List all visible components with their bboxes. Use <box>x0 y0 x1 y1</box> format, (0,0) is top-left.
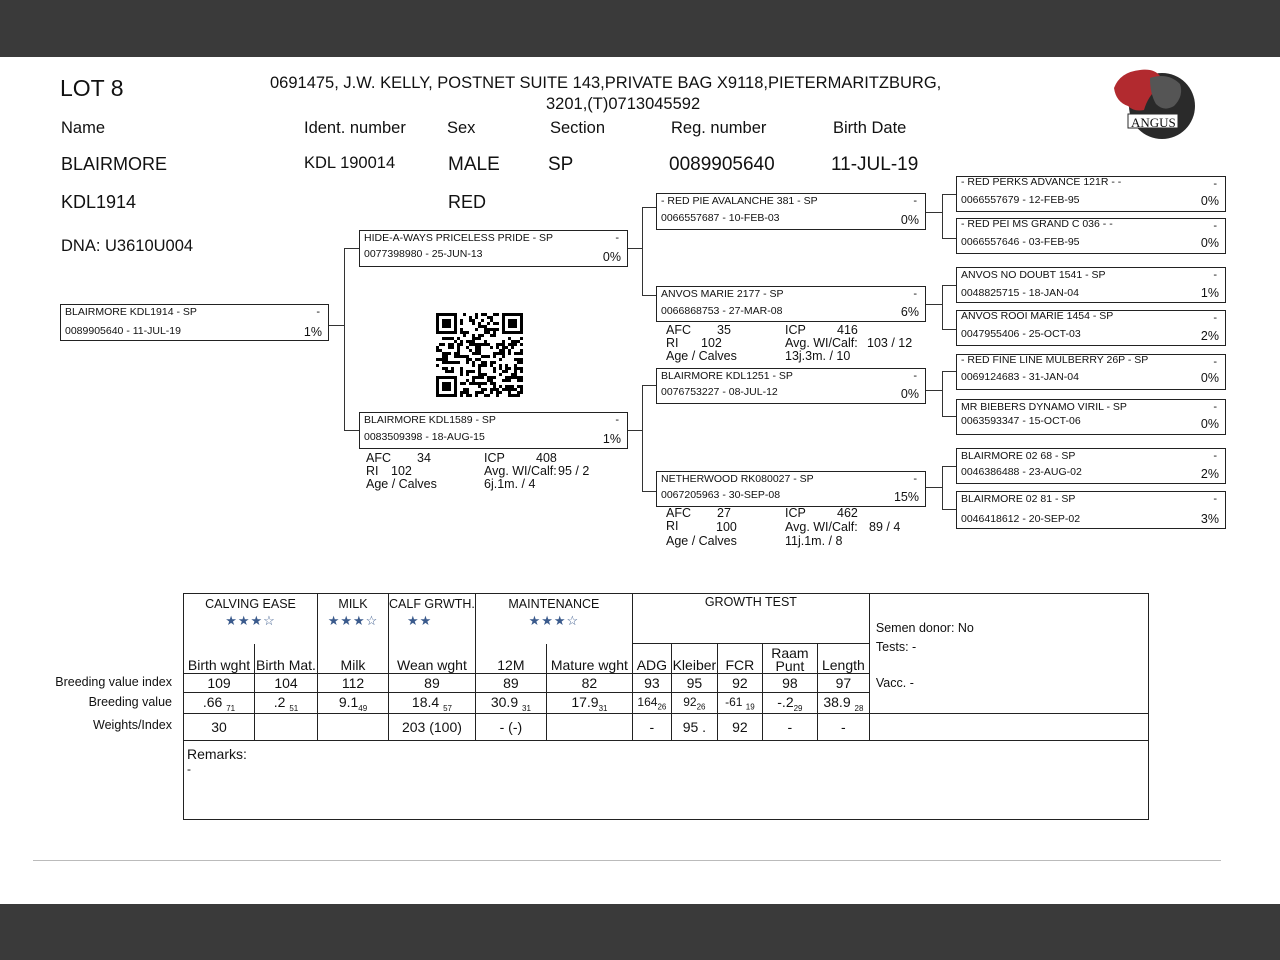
remarks-text: - <box>187 762 191 776</box>
pedigree-name: ANVOS ROOI MARIE 1454 - SP <box>961 310 1114 322</box>
bv-accuracy: 31 <box>598 703 608 713</box>
group-growth-test <box>632 594 869 644</box>
index-cell: 89 <box>389 674 476 693</box>
bv-value: 164 <box>637 694 658 709</box>
pedigree-ggp-1 <box>956 176 1226 212</box>
row-label-wi: Weights/Index <box>93 718 172 732</box>
pedigree-name: BLAIRMORE KDL1589 - SP <box>364 414 496 426</box>
bv-cell <box>546 693 632 714</box>
col-mature-wght: Mature wght <box>546 644 632 674</box>
pedigree-dash: - <box>1213 493 1217 505</box>
pedigree-reg: 0066557646 - 03-FEB-95 <box>961 236 1080 248</box>
stat-age-label: Age / Calves <box>666 534 737 548</box>
pedigree-dash: - <box>316 306 320 318</box>
pedigree-line <box>628 248 642 249</box>
pedigree-reg: 0066557687 - 10-FEB-03 <box>661 212 780 224</box>
col-milk: Milk <box>318 644 389 674</box>
pedigree-reg: 0069124683 - 31-JAN-04 <box>961 371 1079 383</box>
pedigree-dash: - <box>615 414 619 426</box>
bv-accuracy: 71 <box>226 703 236 713</box>
animal-sex: MALE <box>448 154 500 175</box>
pedigree-line <box>926 304 942 305</box>
group-calf-growth <box>389 594 476 644</box>
pedigree-line <box>942 509 956 510</box>
stat-icp-label: ICP <box>785 323 806 337</box>
bv-value: .66 <box>202 693 223 710</box>
pedigree-sire-sire <box>656 193 926 230</box>
angus-logo-icon <box>1110 66 1196 144</box>
pedigree-ggp-7 <box>956 448 1226 484</box>
stat-ri-label: RI <box>366 464 379 478</box>
pedigree-pct: 1% <box>602 432 621 446</box>
wi-cell: 203 (100) <box>389 714 476 741</box>
header-name: Name <box>61 119 106 137</box>
group-growthtest-label: GROWTH TEST <box>704 595 797 609</box>
bv-accuracy: 49 <box>358 703 368 713</box>
pedigree-reg: 0077398980 - 25-JUN-13 <box>364 248 483 260</box>
pedigree-ggp-3 <box>956 267 1226 303</box>
pedigree-reg: 0046386488 - 23-AUG-02 <box>961 466 1082 478</box>
header-section: Section <box>550 119 606 137</box>
col-birth-wght: Birth wght <box>184 644 255 674</box>
owner-line-1: 0691475, J.W. KELLY, POSTNET SUITE 143,PRIVATE BAG X9118,PIETERMARITZBURG, <box>270 74 942 92</box>
index-cell: 109 <box>184 674 255 693</box>
col-fcr: FCR <box>717 644 762 674</box>
bv-value: 18.4 <box>411 693 440 710</box>
bv-cell <box>671 693 717 714</box>
stats-dam-dam <box>666 507 926 547</box>
pedigree-name: BLAIRMORE 02 81 - SP <box>961 493 1076 505</box>
pedigree-line <box>642 295 656 296</box>
pedigree-line <box>344 248 359 249</box>
pedigree-line <box>329 325 344 326</box>
qr-code <box>436 313 523 397</box>
pedigree-name: MR BIEBERS DYNAMO VIRIL - SP <box>961 401 1127 413</box>
calving-stars-icon: ★★★☆ <box>225 613 276 628</box>
pedigree-pct: 15% <box>893 490 919 504</box>
row-weights-index <box>184 714 1149 741</box>
vaccination: Vacc. - <box>875 676 914 690</box>
pedigree-pct: 6% <box>900 305 919 319</box>
pedigree-reg: 0089905640 - 11-JUL-19 <box>65 325 181 337</box>
milk-stars-icon: ★★★☆ <box>327 613 379 628</box>
col-length: Length <box>817 644 869 674</box>
stat-icp-label: ICP <box>785 506 806 520</box>
pedigree-ggp-8 <box>956 491 1226 529</box>
stat-afc-label: AFC <box>366 451 391 465</box>
pedigree-reg: 0047955406 - 25-OCT-03 <box>961 328 1081 340</box>
pedigree-line <box>628 430 642 431</box>
index-cell: 97 <box>817 674 869 693</box>
pedigree-line <box>942 329 956 330</box>
bv-accuracy: 31 <box>522 703 531 713</box>
col-12m: 12M <box>475 644 546 674</box>
lot-number: LOT 8 <box>60 75 124 101</box>
bv-cell <box>717 693 762 714</box>
bv-value: -.2 <box>777 693 794 710</box>
stat-afc-value: 35 <box>717 323 731 337</box>
pedigree-name: - RED PIE AVALANCHE 381 - SP <box>661 195 818 207</box>
remarks-label: Remarks: <box>187 746 247 762</box>
pedigree-self <box>60 304 329 341</box>
pedigree-reg: 0063593347 - 15-OCT-06 <box>961 415 1081 427</box>
angus-logo <box>1110 66 1196 144</box>
header-ident: Ident. number <box>304 119 406 137</box>
pedigree-name: - RED FINE LINE MULBERRY 26P - SP <box>961 354 1149 366</box>
stat-afc-label: AFC <box>666 506 691 520</box>
bv-accuracy: 57 <box>443 703 452 713</box>
pedigree-line <box>942 285 956 286</box>
stat-age-label: Age / Calves <box>666 349 737 363</box>
animal-section: SP <box>548 154 574 175</box>
pedigree-pct: 0% <box>900 213 919 227</box>
tests: Tests: - <box>875 640 917 654</box>
pedigree-reg: 0076753227 - 08-JUL-12 <box>661 386 778 398</box>
group-maintenance <box>475 594 632 644</box>
pedigree-line <box>942 416 956 417</box>
pedigree-line <box>642 491 656 492</box>
logo-text: ANGUS <box>1131 115 1176 130</box>
stat-avg-label: Avg. WI/Calf: <box>785 520 858 534</box>
pedigree-line <box>344 248 345 430</box>
pedigree-line <box>942 466 956 467</box>
pedigree-name: BLAIRMORE KDL1251 - SP <box>661 370 793 382</box>
pedigree-dash: - <box>1213 312 1217 324</box>
pedigree-dam-dam <box>656 471 926 507</box>
bv-value: .2 <box>273 693 286 710</box>
remarks-box <box>184 741 1149 820</box>
pedigree-name: HIDE-A-WAYS PRICELESS PRIDE - SP <box>364 232 554 244</box>
pedigree-pct: 0% <box>900 387 919 401</box>
pedigree-name: - RED PERKS ADVANCE 121R - - <box>961 176 1122 188</box>
group-milk <box>318 594 389 644</box>
index-cell: 104 <box>255 674 318 693</box>
pedigree-pct: 0% <box>1200 417 1219 431</box>
group-maintenance-label: MAINTENANCE <box>508 597 600 611</box>
top-bar <box>0 0 1280 57</box>
stat-ri-label: RI <box>666 519 679 533</box>
pedigree-line <box>344 430 359 431</box>
pedigree-line <box>642 385 656 386</box>
pedigree-pct: 0% <box>602 250 621 264</box>
maintenance-stars-icon: ★★★☆ <box>528 613 580 628</box>
wi-cell <box>318 714 389 741</box>
group-milk-label: MILK <box>338 597 368 611</box>
bv-value: 30.9 <box>490 693 519 710</box>
pedigree-line <box>926 212 942 213</box>
bv-value: -61 <box>725 694 743 709</box>
pedigree-reg: 0046418612 - 20-SEP-02 <box>961 513 1081 525</box>
stat-avg-value: 95 / 2 <box>558 464 590 478</box>
index-cell: 98 <box>762 674 817 693</box>
pedigree-line <box>942 371 956 372</box>
stat-age-value: 11j.1m. / 8 <box>785 534 843 548</box>
bv-accuracy: 28 <box>854 703 864 713</box>
stat-afc-label: AFC <box>666 323 691 337</box>
wi-cell <box>546 714 632 741</box>
stat-age-value: 6j.1m. / 4 <box>484 477 536 491</box>
pedigree-line <box>926 390 942 391</box>
stat-avg-value: 103 / 12 <box>867 336 913 350</box>
stat-ri-value: 102 <box>701 336 722 350</box>
calfgrowth-stars-icon: ★★ <box>407 613 433 628</box>
pedigree-line <box>926 487 942 488</box>
index-cell: 89 <box>475 674 546 693</box>
header-birth: Birth Date <box>833 119 907 137</box>
pedigree-reg: 0067205963 - 30-SEP-08 <box>661 489 781 501</box>
pedigree-line <box>942 285 943 329</box>
pedigree-line <box>942 194 956 195</box>
pedigree-line <box>642 207 643 295</box>
bv-cell <box>255 693 318 714</box>
index-cell: 93 <box>632 674 671 693</box>
col-wean-wght: Wean wght <box>389 644 476 674</box>
bv-value: 17.9 <box>571 693 599 710</box>
pedigree-dam-sire <box>656 368 926 404</box>
col-raam-punt: Raam Punt <box>762 644 817 674</box>
wi-cell: 95 . <box>671 714 717 741</box>
pedigree-ggp-2 <box>956 218 1226 254</box>
pedigree-name: BLAIRMORE 02 68 - SP <box>961 450 1076 462</box>
pedigree-dash: - <box>615 232 619 244</box>
pedigree-dash: - <box>913 195 917 207</box>
bv-value: 38.9 <box>823 693 851 710</box>
stat-age-label: Age / Calves <box>366 477 437 491</box>
wi-cell: - <box>632 714 671 741</box>
row-label-bv: Breeding value <box>88 695 172 709</box>
animal-name-2: KDL1914 <box>61 192 137 212</box>
pedigree-reg: 0066557679 - 12-FEB-95 <box>961 194 1080 206</box>
col-birth-mat: Birth Mat. <box>255 644 318 674</box>
pedigree-line <box>642 207 656 208</box>
pedigree-line <box>942 238 956 239</box>
stats-sire-dam <box>666 324 926 364</box>
bv-cell <box>184 693 255 714</box>
bv-cell <box>632 693 671 714</box>
pedigree-line <box>942 371 943 416</box>
bv-accuracy: 19 <box>745 702 755 712</box>
pedigree-name: NETHERWOOD RK080027 - SP <box>661 473 814 485</box>
pedigree-line <box>642 385 643 491</box>
pedigree-ggp-5 <box>956 354 1226 390</box>
dna-code: DNA: U3610U004 <box>61 237 194 255</box>
index-cell: 82 <box>546 674 632 693</box>
stats-dam <box>366 452 626 492</box>
stat-afc-value: 27 <box>717 506 731 520</box>
bv-accuracy: 26 <box>657 702 667 712</box>
stat-ri-value: 102 <box>391 464 412 478</box>
bv-value: 92 <box>683 694 697 709</box>
wi-cell <box>255 714 318 741</box>
pedigree-pct: 3% <box>1200 512 1219 526</box>
owner-line-2: 3201,(T)0713045592 <box>546 95 701 113</box>
pedigree-dash: - <box>1213 178 1217 190</box>
wi-cell: - <box>762 714 817 741</box>
pedigree-name: ANVOS NO DOUBT 1541 - SP <box>961 269 1106 281</box>
bv-cell <box>762 693 817 714</box>
pedigree-reg: 0083509398 - 18-AUG-15 <box>364 431 485 443</box>
col-adg: ADG <box>632 644 671 674</box>
header-reg: Reg. number <box>671 119 767 137</box>
stat-ri-value: 100 <box>716 520 737 534</box>
bv-accuracy: 51 <box>289 703 299 713</box>
pedigree-name: - RED PEI MS GRAND C 036 - - <box>961 218 1113 230</box>
wi-cell: - (-) <box>475 714 546 741</box>
bv-value: 9.1 <box>338 693 359 710</box>
group-calving-label: CALVING EASE <box>205 597 296 611</box>
stat-avg-label: Avg. WI/Calf: <box>484 464 557 478</box>
pedigree-dash: - <box>1213 220 1217 232</box>
bv-cell <box>475 693 546 714</box>
bv-cell <box>389 693 476 714</box>
semen-donor: Semen donor: No <box>875 621 974 635</box>
stat-avg-value: 89 / 4 <box>869 520 901 534</box>
side-info <box>869 594 1148 714</box>
wi-cell: 30 <box>184 714 255 741</box>
pedigree-dash: - <box>1213 269 1217 281</box>
pedigree-sire-dam <box>656 286 926 322</box>
pedigree-dash: - <box>913 473 917 485</box>
wi-cell-empty <box>869 714 1148 741</box>
pedigree-line <box>942 194 943 238</box>
index-cell: 95 <box>671 674 717 693</box>
bv-cell <box>817 693 869 714</box>
animal-ident: KDL 190014 <box>304 154 396 172</box>
stat-avg-label: Avg. WI/Calf: <box>785 336 858 350</box>
header-sex: Sex <box>447 119 476 137</box>
pedigree-dam <box>359 412 628 449</box>
pedigree-reg: 0048825715 - 18-JAN-04 <box>961 287 1079 299</box>
stat-icp-value: 408 <box>536 451 557 465</box>
stat-icp-value: 462 <box>837 506 858 520</box>
stat-age-value: 13j.3m. / 10 <box>785 349 851 363</box>
bottom-bar <box>0 904 1280 960</box>
stat-icp-label: ICP <box>484 451 505 465</box>
pedigree-ggp-4 <box>956 310 1226 346</box>
animal-reg: 0089905640 <box>669 154 775 175</box>
pedigree-pct: 1% <box>1200 286 1219 300</box>
bv-cell <box>318 693 389 714</box>
pedigree-pct: 2% <box>1200 329 1219 343</box>
animal-birth: 11-JUL-19 <box>831 154 919 175</box>
pedigree-reg: 0066868753 - 27-MAR-08 <box>661 305 783 317</box>
pedigree-pct: 0% <box>1200 236 1219 250</box>
pedigree-dash: - <box>1213 401 1217 413</box>
bv-accuracy: 26 <box>696 702 706 712</box>
group-calving-ease <box>184 594 318 644</box>
pedigree-name: ANVOS MARIE 2177 - SP <box>661 288 784 300</box>
animal-color: RED <box>448 192 487 212</box>
index-cell: 92 <box>717 674 762 693</box>
pedigree-pct: 0% <box>1200 371 1219 385</box>
pedigree-line <box>942 466 943 509</box>
row-label-index: Breeding value index <box>55 675 172 689</box>
pedigree-dash: - <box>1213 356 1217 368</box>
pedigree-pct: 2% <box>1200 467 1219 481</box>
pedigree-pct: 0% <box>1200 194 1219 208</box>
footer-divider <box>33 860 1221 861</box>
qr-code-icon <box>436 313 523 397</box>
pedigree-dash: - <box>913 370 917 382</box>
group-calfgrowth-label: CALF GRWTH. <box>389 597 475 611</box>
pedigree-dash: - <box>1213 450 1217 462</box>
bv-accuracy: 29 <box>793 703 803 713</box>
col-kleiber: Kleiber <box>671 644 717 674</box>
pedigree-sire <box>359 230 628 267</box>
index-cell: 112 <box>318 674 389 693</box>
wi-cell: 92 <box>717 714 762 741</box>
stat-ri-label: RI <box>666 336 679 350</box>
pedigree-dash: - <box>913 288 917 300</box>
pedigree-ggp-6 <box>956 399 1226 435</box>
animal-name: BLAIRMORE <box>61 154 168 174</box>
breeding-values-table <box>183 593 1149 820</box>
stat-afc-value: 34 <box>417 451 431 465</box>
stat-icp-value: 416 <box>837 323 858 337</box>
wi-cell: - <box>817 714 869 741</box>
pedigree-name: BLAIRMORE KDL1914 - SP <box>65 306 197 318</box>
pedigree-pct: 1% <box>303 325 322 339</box>
